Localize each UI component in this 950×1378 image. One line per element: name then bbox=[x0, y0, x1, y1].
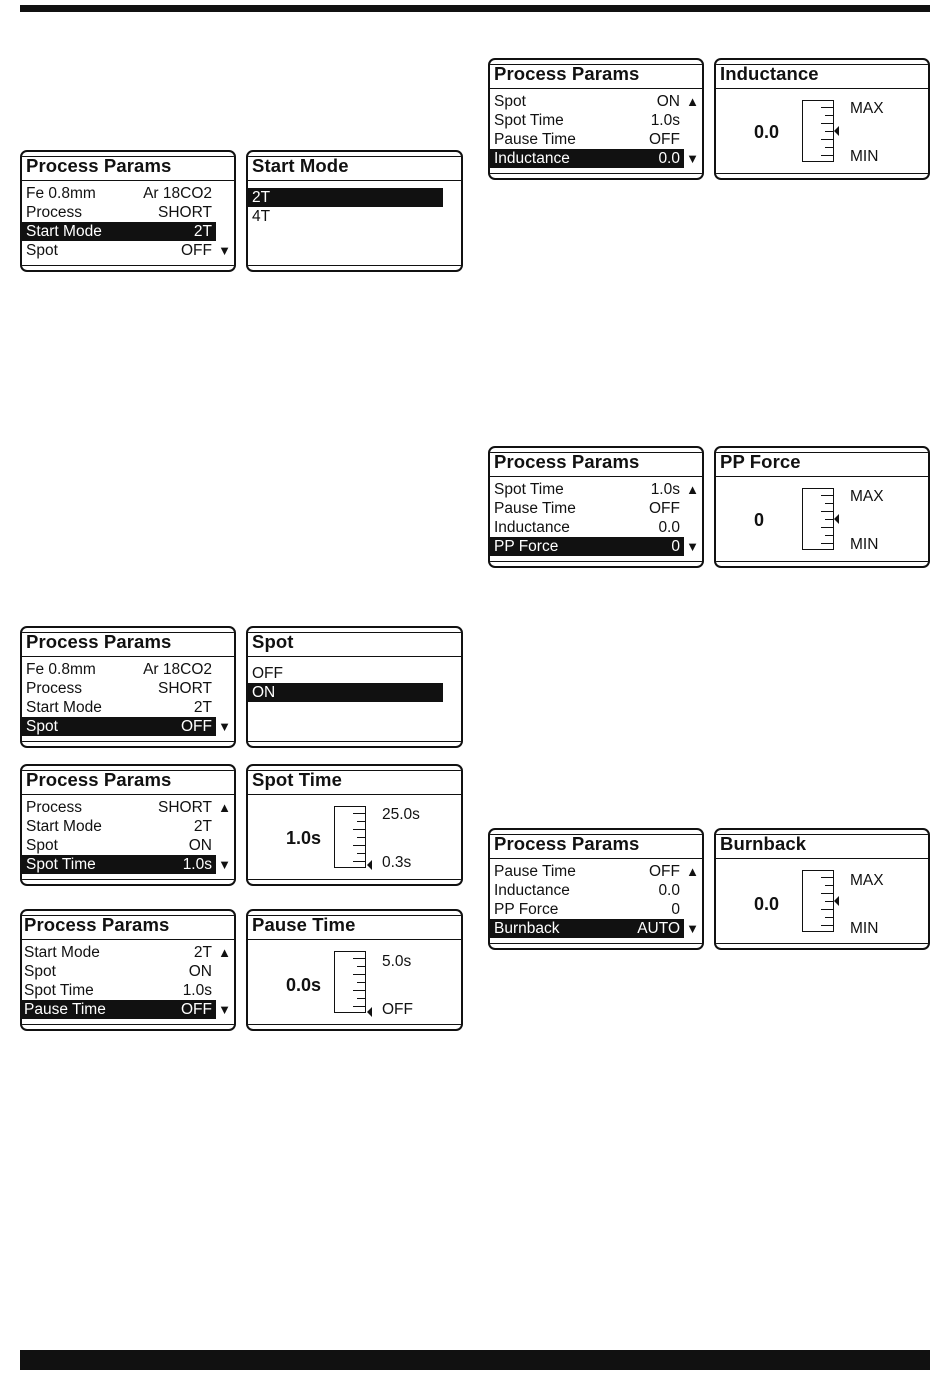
process-params-panel-inductance bbox=[488, 58, 704, 180]
panel-title: Pause Time bbox=[252, 914, 356, 935]
scroll-up-icon: ▲ bbox=[686, 482, 699, 497]
menu-row[interactable]: Inductance 0.0 bbox=[494, 882, 680, 899]
panel-title: Spot Time bbox=[252, 769, 342, 790]
level-gauge bbox=[802, 488, 834, 550]
menu-row[interactable]: Start Mode 2T ▲ bbox=[24, 944, 231, 961]
menu-row[interactable]: Process SHORT ▲ bbox=[26, 799, 231, 816]
pp-force-panel bbox=[714, 446, 930, 568]
menu-row[interactable]: Pause Time OFF bbox=[494, 131, 680, 148]
scroll-down-icon: ▼ bbox=[686, 921, 699, 936]
panel-title: Process Params bbox=[24, 914, 170, 935]
menu-row-selected[interactable]: Burnback AUTO ▼ bbox=[490, 919, 684, 938]
spot-panel bbox=[246, 626, 463, 748]
top-rule bbox=[20, 5, 930, 12]
panel-title: Process Params bbox=[26, 769, 172, 790]
scroll-up-icon: ▲ bbox=[218, 800, 231, 815]
process-params-panel-spot-time bbox=[20, 764, 236, 886]
gauge-max-label: MAX bbox=[850, 872, 884, 889]
panel-title: Start Mode bbox=[252, 155, 349, 176]
menu-row[interactable]: Start Mode 2T bbox=[26, 699, 212, 716]
gauge-min-label: MIN bbox=[850, 920, 879, 937]
level-pointer-icon bbox=[834, 896, 839, 906]
scroll-up-icon: ▲ bbox=[218, 945, 231, 960]
start-mode-panel bbox=[246, 150, 463, 272]
gauge-min-label: MIN bbox=[850, 148, 879, 165]
process-params-panel-burnback bbox=[488, 828, 704, 950]
scroll-up-icon: ▲ bbox=[686, 864, 699, 879]
scroll-down-icon: ▼ bbox=[218, 1002, 231, 1017]
menu-row[interactable]: Spot Time 1.0s bbox=[24, 982, 212, 999]
process-params-panel-spot bbox=[20, 626, 236, 748]
panel-title: Process Params bbox=[494, 451, 640, 472]
gauge-min-label: MIN bbox=[850, 536, 879, 553]
level-pointer-icon bbox=[367, 860, 372, 870]
process-params-panel-start-mode bbox=[20, 150, 236, 272]
menu-row[interactable]: Spot Time 1.0s ▲ bbox=[494, 481, 699, 498]
scroll-down-icon: ▼ bbox=[686, 151, 699, 166]
menu-row-selected[interactable]: Spot Time 1.0s ▼ bbox=[22, 855, 216, 874]
scroll-down-icon: ▼ bbox=[218, 243, 231, 258]
menu-row[interactable]: Start Mode 2T bbox=[26, 818, 212, 835]
current-value: 0.0 bbox=[754, 894, 780, 914]
menu-row[interactable]: Fe 0.8mm Ar 18CO2 bbox=[26, 185, 212, 202]
option-item[interactable]: 4T bbox=[252, 208, 271, 225]
menu-row[interactable]: Pause Time OFF bbox=[494, 500, 680, 517]
panel-title: Process Params bbox=[26, 631, 172, 652]
menu-row-selected[interactable]: Pause Time OFF ▼ bbox=[24, 1001, 231, 1018]
spot-time-panel bbox=[246, 764, 463, 886]
menu-row-selected[interactable]: Inductance 0.0 ▼ bbox=[490, 149, 684, 168]
gauge-max-label: MAX bbox=[850, 100, 884, 117]
menu-row-selected[interactable]: Spot OFF ▼ bbox=[22, 717, 216, 736]
panel-title: Inductance bbox=[720, 63, 819, 84]
level-pointer-icon bbox=[834, 514, 839, 524]
menu-row[interactable]: Spot OFF ▼ bbox=[26, 242, 231, 259]
panel-title: PP Force bbox=[720, 451, 801, 472]
menu-row[interactable]: Pause Time OFF ▲ bbox=[494, 863, 699, 880]
scroll-up-icon: ▲ bbox=[686, 94, 699, 109]
menu-row-selected[interactable]: Start Mode 2T bbox=[22, 222, 216, 241]
menu-row[interactable]: Process SHORT bbox=[26, 680, 212, 697]
gauge-max-label: 5.0s bbox=[382, 953, 412, 970]
menu-row[interactable]: Spot ON ▲ bbox=[494, 93, 699, 110]
option-item-selected[interactable]: 2T bbox=[248, 188, 443, 207]
bottom-rule bbox=[20, 1350, 930, 1370]
gauge-max-label: MAX bbox=[850, 488, 884, 505]
option-item[interactable]: OFF bbox=[252, 665, 283, 682]
level-pointer-icon bbox=[834, 126, 839, 136]
current-value: 0.0s bbox=[286, 975, 322, 995]
gauge-max-label: 25.0s bbox=[382, 806, 420, 823]
menu-row[interactable]: Spot ON bbox=[24, 963, 212, 980]
menu-row[interactable]: PP Force 0 bbox=[494, 901, 680, 918]
menu-row[interactable]: Spot ON bbox=[26, 837, 212, 854]
menu-row-selected[interactable]: PP Force 0 ▼ bbox=[490, 537, 684, 556]
process-params-panel-pause-time bbox=[20, 909, 236, 1031]
gauge-min-label: 0.3s bbox=[382, 854, 412, 871]
level-gauge bbox=[334, 951, 366, 1013]
level-gauge bbox=[802, 100, 834, 162]
current-value: 0.0 bbox=[754, 122, 780, 142]
menu-row[interactable]: Spot Time 1.0s bbox=[494, 112, 680, 129]
panel-title: Process Params bbox=[26, 155, 172, 176]
panel-title: Process Params bbox=[494, 833, 640, 854]
burnback-panel bbox=[714, 828, 930, 950]
menu-row[interactable]: Fe 0.8mm Ar 18CO2 bbox=[26, 661, 212, 678]
menu-row[interactable]: Process SHORT bbox=[26, 204, 212, 221]
scroll-down-icon: ▼ bbox=[218, 857, 231, 872]
gauge-min-label: OFF bbox=[382, 1001, 413, 1018]
panel-title: Process Params bbox=[494, 63, 640, 84]
scroll-down-icon: ▼ bbox=[686, 539, 699, 554]
process-params-panel-pp-force bbox=[488, 446, 704, 568]
level-pointer-icon bbox=[367, 1007, 372, 1017]
current-value: 0 bbox=[754, 510, 765, 530]
menu-row[interactable]: Inductance 0.0 bbox=[494, 519, 680, 536]
panel-title: Burnback bbox=[720, 833, 807, 854]
level-gauge bbox=[334, 806, 366, 868]
panel-title: Spot bbox=[252, 631, 294, 652]
option-item-selected[interactable]: ON bbox=[248, 683, 443, 702]
inductance-panel bbox=[714, 58, 930, 180]
pause-time-panel bbox=[246, 909, 463, 1031]
current-value: 1.0s bbox=[286, 828, 322, 848]
scroll-down-icon: ▼ bbox=[218, 719, 231, 734]
level-gauge bbox=[802, 870, 834, 932]
